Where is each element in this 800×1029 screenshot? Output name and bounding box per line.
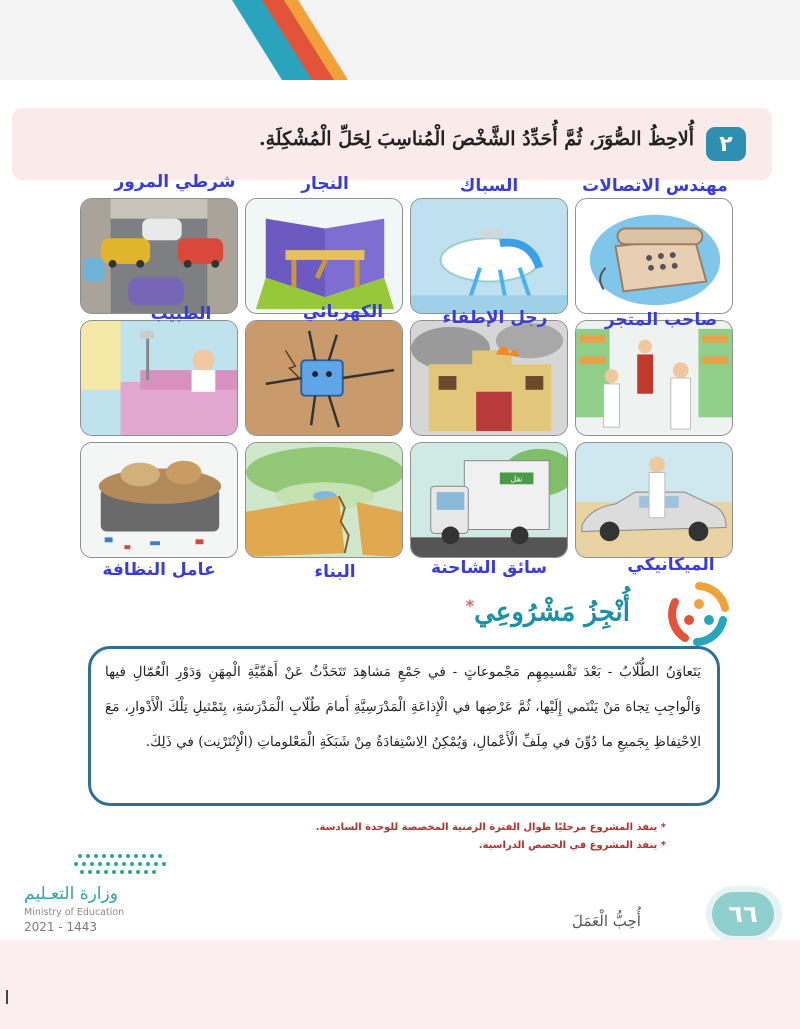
project-title — [466, 596, 630, 628]
ministry-name-ar: وزارة التعـليم — [24, 884, 118, 904]
ministry-logo-icon — [72, 848, 172, 878]
caption-cleaner: عامل النظافة — [102, 560, 216, 580]
image-sick-patient — [80, 320, 238, 436]
footer-band — [0, 940, 800, 1029]
header-band — [0, 0, 800, 80]
project-title-star: * — [465, 596, 475, 615]
image-broken-phone — [575, 198, 733, 314]
caption-firefighter: رجل الإطفاء — [442, 308, 548, 328]
image-broken-wall — [245, 442, 403, 558]
caption-mechanic: الميكانيكي — [627, 555, 715, 575]
caption-truck-driver: سائق الشاحنة — [430, 558, 548, 578]
caption-shop-owner: صاحب المتجر — [604, 310, 718, 330]
project-box — [88, 646, 720, 806]
caption-carpenter: النجار — [301, 174, 349, 194]
image-leaking-sink — [410, 198, 568, 314]
caption-plumber: السباك — [459, 176, 519, 196]
question-text: أُلاحِظُ الصُّوَرَ، ثُمَّ أُحَدِّدُ الشَّخْصَ الْمُناسِبَ لِحَلِّ الْمُشْكِلَةِ. — [259, 128, 694, 150]
professions-grid — [80, 198, 734, 560]
question-number: ٢ — [706, 127, 746, 161]
image-broken-car — [575, 442, 733, 558]
project-notes — [316, 822, 666, 858]
page-number: ٦٦ — [712, 892, 774, 936]
image-traffic-jam — [80, 198, 238, 314]
project-logo-icon — [667, 582, 731, 646]
truck-sign: نقل — [510, 474, 523, 484]
project-description: يَتَعاوَنُ الطُّلّابُ - بَعْدَ تَقْسيمِهِم مَجْموعاتٍ - في جَمْعِ مَشاهِدَ تَتَحَدَّثُ عَنْ أَهَمِّيَّةِ الْمِهَنِ وَدَوْرِ الْعُمّالِ فيها وَالْواجِبِ تِجاهَ مَنْ يَنْتَمي إِلَيْها، ثُمَّ عَرْضِها في الْإِذاعَةِ الْمَدْرَسِيَّةِ أَمامَ طُلّابِ الْمَدْرَسَةِ، بِتَمْثيلِ تِلْكَ الْأَدْوارِ، مَعَ الِاحْتِفاظِ بِجَميعِ ما دُوِّنَ في مِلَفِّ الْأَعْمالِ، وَيُمْكِنُ الِاسْتِفادَةُ مِنْ شَبَكَةِ الْمَعْلوماتِ (الْإِنْتَرْنِت) في ذَلِكَ. — [105, 664, 701, 750]
caption-telecom-engineer: مهندس الاتصالات — [582, 176, 728, 196]
image-supermarket — [575, 320, 733, 436]
image-damaged-socket — [245, 320, 403, 436]
unit-title: أُحِبُّ الْعَمَلَ — [572, 912, 641, 930]
ministry-name-en: Ministry of Education — [24, 907, 125, 918]
caption-builder: البناء — [314, 562, 356, 582]
image-truck — [410, 442, 568, 558]
edition-year: 2021 - 1443 — [24, 920, 98, 934]
image-overflowing-trash — [80, 442, 238, 558]
image-broken-table — [245, 198, 403, 314]
image-house-fire — [410, 320, 568, 436]
note-item: * ينفذ المشروع في الحصص الدراسية. — [478, 840, 666, 851]
caption-doctor: الطبيب — [150, 304, 212, 324]
project-title-text: أُنْجِزُ مَشْرُوعِي — [474, 597, 630, 628]
margin-mark — [6, 990, 8, 1004]
caption-traffic-police: شرطي المرور — [114, 172, 236, 192]
note-item: * ينفذ المشروع مرحليًا طوال الفترة الزمنية المخصصة للوحدة السادسة. — [315, 822, 666, 833]
caption-electrician: الكهربائي — [302, 302, 384, 322]
